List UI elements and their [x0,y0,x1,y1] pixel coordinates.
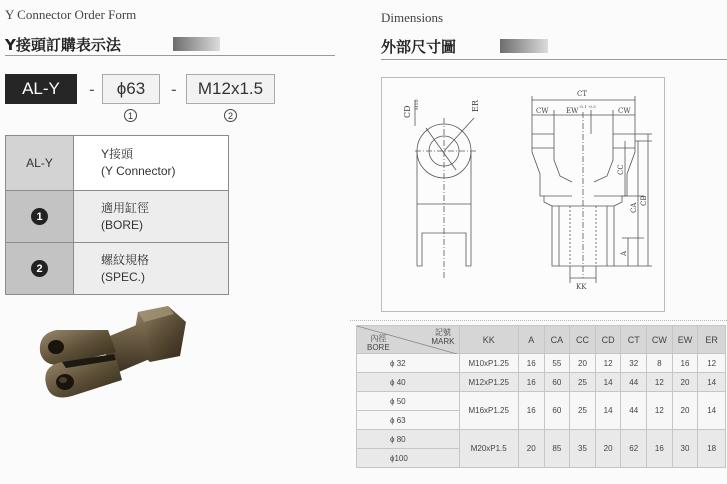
a-cell: 16 [518,373,544,392]
header-cd: CD [595,326,621,354]
er-cell: 14 [698,373,726,392]
order-bore-field: ϕ63 [102,74,160,104]
kk-cell: M16xP1.25 [459,392,518,430]
dimensions-header-row [357,326,726,354]
label-ew-tol: -0.1 -0.3 [579,104,596,109]
a-cell: 20 [518,430,544,468]
cw-cell: 8 [647,354,673,373]
order-dash-2: - [171,80,177,99]
cw-cell: 16 [647,430,673,468]
corner-bore-en: BORE [367,343,390,352]
spec-marker: 2 [224,109,237,122]
table-row [357,354,726,373]
ct-cell: 62 [621,430,647,468]
order-dash-1: - [89,80,95,99]
cd-cell: 14 [595,373,621,392]
ew-cell: 20 [672,392,698,430]
label-cw-left: CW [536,107,549,115]
cd-cell: 12 [595,354,621,373]
dimension-drawing-frame [381,77,665,312]
kk-cell: M12xP1.25 [459,373,518,392]
header-ct: CT [621,326,647,354]
corner-bore-label [367,334,390,352]
cw-cell: 12 [647,392,673,430]
order-form-title-bar [173,37,220,51]
code-desc-model-en: (Y Connector) [101,164,176,178]
bore-marker: 1 [124,109,137,122]
er-cell: 14 [698,392,726,430]
order-form-underline [5,55,335,56]
label-ca: CA [630,202,638,213]
code-desc-bore-en: (BORE) [101,217,143,232]
label-kk: KK [576,283,587,291]
code-row-bore [6,191,229,243]
cc-cell: 35 [570,430,596,468]
bore-cell: ϕ 63 [357,411,460,430]
cd-cell: 20 [595,430,621,468]
header-ew: EW [672,326,698,354]
code-row-model [6,136,229,191]
drawing-front-view [532,96,652,283]
label-cd: CD [403,105,412,118]
bore-cell: ϕ 80 [357,430,460,449]
cd-cell: 14 [595,392,621,430]
code-row-spec [6,243,229,295]
ct-cell: 44 [621,392,647,430]
corner-mark-en: MARK [431,337,455,346]
cc-cell: 25 [570,392,596,430]
cc-cell: 20 [570,354,596,373]
drawing-side-view [415,100,478,278]
ct-cell: 32 [621,354,647,373]
code-desc-spec-zh: 螺紋規格 [101,252,150,267]
bore-badge: 1 [31,208,48,225]
er-cell: 18 [698,430,726,468]
bore-cell: ϕ100 [357,449,460,468]
y-connector-photo [18,300,208,415]
label-er: ER [471,100,480,112]
code-desc-spec [74,243,229,295]
corner-mark-zh: 記號 [434,328,451,337]
dimensions-title-en: Dimensions [381,10,444,25]
code-desc-model [74,136,229,191]
label-cd-tol: H10 [414,99,420,110]
kk-cell: M10xP1.25 [459,354,518,373]
ew-cell: 30 [672,430,698,468]
corner-mark-label [431,328,454,346]
header-kk: KK [459,326,518,354]
ca-cell: 60 [544,373,570,392]
dimensions-table [356,325,726,468]
a-cell: 16 [518,354,544,373]
er-cell: 12 [698,354,726,373]
spec-badge: 2 [31,260,48,277]
order-code-table [5,135,229,295]
header-corner [357,326,460,354]
code-desc-bore [74,191,229,243]
label-ew: EW [566,107,579,115]
label-ct: CT [577,90,588,98]
table-row [357,373,726,392]
a-cell: 16 [518,392,544,430]
ew-cell: 16 [672,354,698,373]
table-row [357,430,726,449]
dimensions-title-bar [500,39,548,53]
label-a: A [620,250,628,256]
header-cc: CC [570,326,596,354]
header-er: ER [698,326,726,354]
code-desc-spec-en: (SPEC.) [101,269,146,284]
table-row [357,392,726,411]
header-cw: CW [647,326,673,354]
code-desc-model-zh: Y接頭 [101,147,134,161]
code-key-model: AL-Y [6,136,74,191]
bore-cell: ϕ 50 [357,392,460,411]
code-key-bore [6,191,74,243]
ca-cell: 60 [544,392,570,430]
order-spec-field: M12x1.5 [186,74,275,104]
header-ca: CA [544,326,570,354]
kk-cell: M20xP1.5 [459,430,518,468]
ca-cell: 55 [544,354,570,373]
code-key-spec [6,243,74,295]
header-a: A [518,326,544,354]
ew-cell: 20 [672,373,698,392]
dimensions-underline [381,59,727,60]
label-cb: CB [640,195,648,206]
ct-cell: 44 [621,373,647,392]
bore-cell: ϕ 32 [357,354,460,373]
corner-bore-zh: 內徑 [370,334,387,343]
dotted-separator [350,320,727,321]
ca-cell: 85 [544,430,570,468]
order-form-title-en: Y Connector Order Form [5,7,137,22]
label-cc: CC [617,164,625,175]
dimension-drawing [382,78,664,311]
bore-cell: ϕ 40 [357,373,460,392]
cw-cell: 12 [647,373,673,392]
order-model-box: AL-Y [5,74,77,104]
code-desc-bore-zh: 適用缸徑 [101,200,150,215]
dimensions-title-zh: 外部尺寸圖 [381,38,457,56]
cc-cell: 25 [570,373,596,392]
label-cw-right: CW [618,107,631,115]
order-form-title-zh: Y接頭訂購表示法 [5,36,121,54]
